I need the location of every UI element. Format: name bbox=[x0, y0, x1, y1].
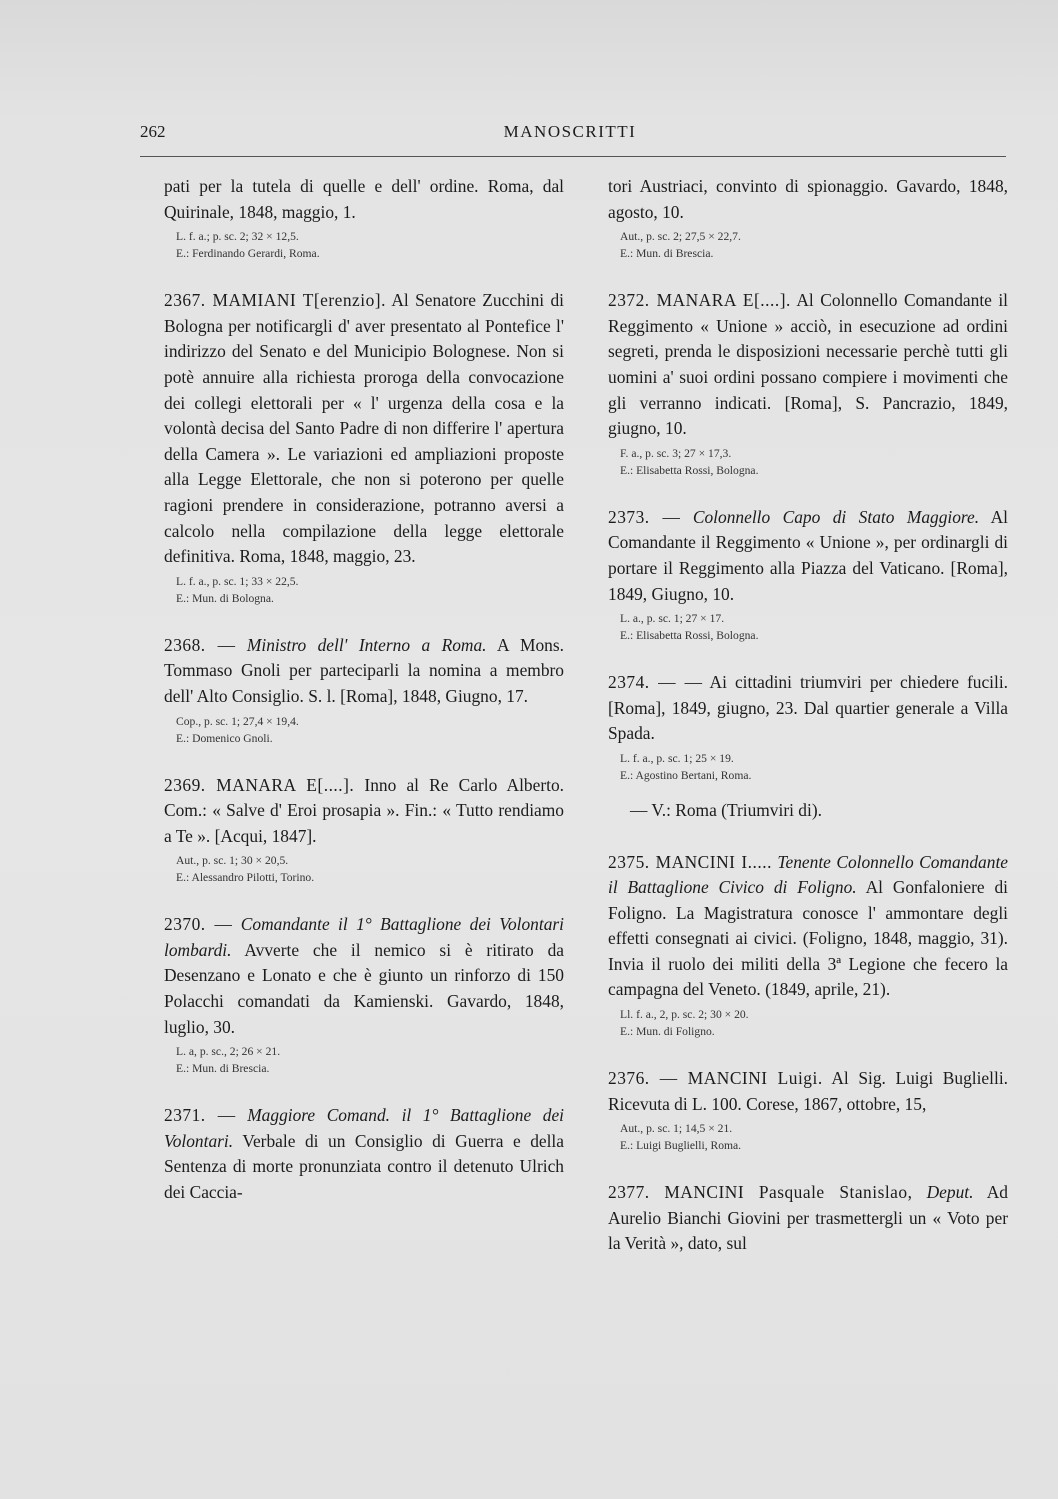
entry-owner: E.: Mun. di Bologna. bbox=[176, 591, 274, 605]
entry-physical-description: L. a., p. sc. 1; 27 × 17. bbox=[620, 612, 725, 626]
entry-text bbox=[608, 1066, 1008, 1117]
entry-heading: 2370. — bbox=[164, 914, 233, 935]
entry-body: tori Austriaci, convinto di spionaggio. Gavardo, 1848, agosto, 10. bbox=[608, 176, 1008, 222]
entry-title: Ministro dell' Interno a Roma. bbox=[246, 634, 487, 655]
entry-title: Deput. bbox=[926, 1182, 974, 1203]
entry-owner: E.: Mun. di Brescia. bbox=[176, 1062, 270, 1076]
entry-body: Ai cittadini triumviri per chiedere fucili. [Roma], 1849, giugno, 23. Dal quartier generale a Villa Spada. bbox=[608, 672, 1009, 744]
entry-body: Al Colonnello Comandante il Reggimento « Unione » acciò, in esecuzione ad ordini segreti, prenda le disposizioni necessarie perchè tutti gli uomini a' suoi ordini possano compiere i movimenti che gli verranno indicati. [Roma], S. Pancrazio, 1849, giugno, 10. bbox=[608, 290, 1008, 439]
entry-physical-description: L. f. a., p. sc. 1; 25 × 19. bbox=[620, 751, 734, 765]
entry-owner: E.: Elisabetta Rossi, Bologna. bbox=[620, 629, 759, 643]
page-number: 262 bbox=[140, 122, 166, 141]
entry-meta bbox=[176, 713, 564, 747]
entry-heading: 2375. MANCINI I..... bbox=[608, 851, 772, 872]
entry-text bbox=[608, 505, 1008, 607]
entry-owner: E.: Mun. di Brescia. bbox=[620, 247, 714, 261]
entry-meta bbox=[620, 1120, 1008, 1154]
left-column bbox=[164, 174, 564, 1206]
entry-owner: E.: Mun. di Foligno. bbox=[620, 1025, 715, 1039]
running-head bbox=[140, 122, 1006, 150]
entry-body: Al Gonfaloniere di Foligno. La Magistratura conosce l' ammontare degli effetti consegnati ai civici. (Foligno, 1848, maggio, 31). Invia il ruolo dei militi della 3ª Legione che fecero la campagna del Veneto. (1849, aprile, 21). bbox=[608, 877, 1008, 1000]
entry-physical-description: L. f. a., p. sc. 1; 33 × 22,5. bbox=[176, 574, 299, 588]
entry-text bbox=[164, 1103, 564, 1205]
entry-meta bbox=[176, 1043, 564, 1077]
entry-body: Inno al Re Carlo Alberto. Com.: « Salve d' Eroi prosapia ». Fin.: « Tutto rendiamo a Te ». [Acqui, 1847]. bbox=[164, 774, 564, 846]
entry-2376 bbox=[608, 1066, 1008, 1154]
entry-owner: E.: Ferdinando Gerardi, Roma. bbox=[176, 247, 320, 261]
entry-heading: 2372. MANARA E[....]. bbox=[608, 290, 791, 311]
entry-2368 bbox=[164, 633, 564, 747]
entry-text bbox=[164, 288, 564, 570]
entry-meta bbox=[176, 573, 564, 607]
entry-2370 bbox=[164, 912, 564, 1077]
entry-heading: 2377. MANCINI Pasquale Stanislao, bbox=[608, 1182, 913, 1203]
entry-physical-description: L. f. a.; p. sc. 2; 32 × 12,5. bbox=[176, 230, 299, 244]
entry-body: pati per la tutela di quelle e dell' ordine. Roma, dal Quirinale, 1848, maggio, 1. bbox=[164, 176, 564, 222]
entry-2367 bbox=[164, 288, 564, 607]
entry-heading: 2367. MAMIANI T[erenzio]. bbox=[164, 290, 386, 311]
entry-body: Al Comandante il Reggimento « Unione », per ordinargli di portare il Reggimento alla Piazza del Vaticano. [Roma], 1849, Giugno, 10. bbox=[608, 506, 1008, 604]
entry-meta bbox=[620, 1006, 1008, 1040]
entry-body: A Mons. Tommaso Gnoli per parteciparli la nomina a membro dell' Alto Consiglio. S. l. [Roma], 1848, Giugno, 17. bbox=[164, 634, 564, 706]
entry-meta bbox=[620, 445, 1008, 479]
entry-title: Tenente Colonnello Comandante il Battaglione Civico di Foligno. bbox=[608, 851, 1008, 898]
entry-title: Maggiore Comand. il 1° Battaglione dei Volontari. bbox=[164, 1105, 564, 1151]
entry-meta bbox=[176, 852, 564, 886]
entry-heading: 2374. — — bbox=[608, 672, 703, 693]
entry-body: Ad Aurelio Bianchi Giovini per trasmettergli un « Voto per la Verità », dato, sul bbox=[608, 1182, 1008, 1254]
entry-text bbox=[608, 1180, 1008, 1257]
entry-text bbox=[608, 670, 1008, 747]
see-also-reference: — V.: Roma (Triumviri di). bbox=[630, 799, 822, 820]
entry-physical-description: L. a, p. sc., 2; 26 × 21. bbox=[176, 1045, 281, 1059]
entry-heading: 2369. MANARA E[....]. bbox=[164, 774, 355, 795]
entry-continued-right bbox=[608, 174, 1008, 262]
entry-text bbox=[608, 288, 1008, 442]
entry-2375 bbox=[608, 850, 1008, 1041]
entry-owner: E.: Agostino Bertani, Roma. bbox=[620, 768, 752, 782]
entry-title: Colonnello Capo di Stato Maggiore. bbox=[692, 506, 980, 527]
entry-title: Comandante il 1° Battaglione dei Volontari lombardi. bbox=[164, 914, 565, 960]
entry-meta bbox=[620, 610, 1008, 644]
entry-physical-description: Aut., p. sc. 2; 27,5 × 22,7. bbox=[620, 230, 741, 244]
entry-2371 bbox=[164, 1103, 564, 1205]
entry-physical-description: Cop., p. sc. 1; 27,4 × 19,4. bbox=[176, 714, 299, 728]
entry-body: Avverte che il nemico si è ritirato da Desenzano e Lonato e che è giunto un rinforzo di 150 Polacchi comandati da Kamienski. Gavardo, 1848, luglio, 30. bbox=[164, 939, 564, 1037]
entry-2372 bbox=[608, 288, 1008, 479]
entry-continued-left bbox=[164, 174, 564, 262]
entry-text bbox=[164, 633, 564, 710]
entry-text bbox=[608, 850, 1008, 1004]
entry-heading: 2368. — bbox=[164, 634, 236, 655]
entry-text bbox=[164, 773, 564, 850]
entry-physical-description: F. a., p. sc. 3; 27 × 17,3. bbox=[620, 446, 732, 460]
right-column bbox=[608, 174, 1008, 1257]
running-title: MANOSCRITTI bbox=[503, 122, 637, 141]
entry-2373 bbox=[608, 505, 1008, 644]
entry-body: Al Sig. Luigi Buglielli. Ricevuta di L. 100. Corese, 1867, ottobre, 15, bbox=[608, 1068, 1008, 1114]
entry-2374 bbox=[608, 670, 1008, 784]
entry-physical-description: Aut., p. sc. 1; 30 × 20,5. bbox=[176, 854, 289, 868]
entry-text bbox=[164, 174, 564, 225]
entry-body: Al Senatore Zucchini di Bologna per notificargli d' aver presentato al Pontefice l' indirizzo del Senato e del Municipio Bolognese. Non si potè annuire alla richiesta proroga della convocazione dei collegi elettorali per « l' urgenza della cosa e la volontà decisa del Santo Padre di non differire l' apertura della Camera ». Le variazioni ed ampliazioni proposte alla Legge Elettorale, che non si poterono per quelle ragioni prendere in considerazione, potranno aversi a calcolo nella compilazione della legge elettorale definitiva. Roma, 1848, maggio, 23. bbox=[164, 290, 565, 567]
entry-physical-description: Aut., p. sc. 1; 14,5 × 21. bbox=[620, 1122, 733, 1136]
entry-physical-description: Ll. f. a., 2, p. sc. 2; 30 × 20. bbox=[620, 1008, 749, 1022]
entry-meta bbox=[620, 750, 1008, 784]
entry-meta bbox=[176, 228, 564, 262]
entry-owner: E.: Luigi Buglielli, Roma. bbox=[620, 1139, 742, 1153]
entry-heading: 2371. — bbox=[164, 1105, 236, 1126]
entry-owner: E.: Elisabetta Rossi, Bologna. bbox=[620, 463, 759, 477]
entry-2377 bbox=[608, 1180, 1008, 1257]
entry-owner: E.: Alessandro Pilotti, Torino. bbox=[176, 871, 315, 885]
entry-text bbox=[608, 174, 1008, 225]
entry-heading: 2373. — bbox=[608, 506, 681, 527]
entry-heading: 2376. — MANCINI Luigi. bbox=[608, 1068, 823, 1089]
entry-text bbox=[164, 912, 564, 1040]
entry-meta bbox=[620, 228, 1008, 262]
entry-body: Verbale di un Consiglio di Guerra e della Sentenza di morte pronunziata contro il detenuto Ulrich dei Caccia- bbox=[164, 1130, 564, 1203]
entry-2369 bbox=[164, 773, 564, 887]
header-rule bbox=[140, 156, 1006, 157]
entry-owner: E.: Domenico Gnoli. bbox=[176, 731, 273, 745]
